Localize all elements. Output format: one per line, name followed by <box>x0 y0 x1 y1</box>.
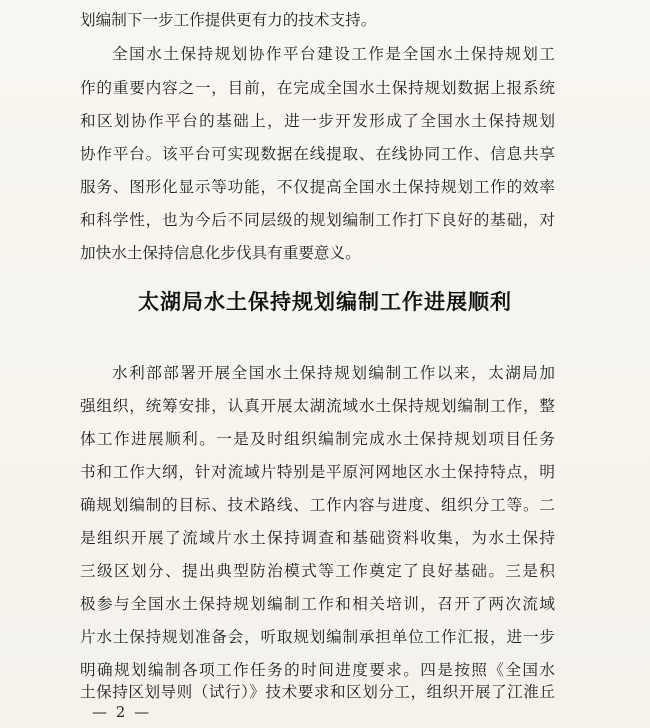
paragraph-3-line-10: 明确规划编制各项工作任务的时间进度要求。四是按照《全国水 <box>80 661 555 679</box>
paragraph-2-line-6: 和科学性，也为今后不同层级的规划编制工作打下良好的基础，对 <box>80 211 555 229</box>
section-title: 太湖局水土保持规划编制工作进展顺利 <box>138 290 512 314</box>
paragraph-3-line-4: 书和工作大纲，针对流域片特别是平原河网地区水土保持特点，明 <box>80 463 555 481</box>
paragraph-2-line-3: 和区划协作平台的基础上，进一步开发形成了全国水土保持规划 <box>80 112 555 130</box>
paragraph-3-line-8: 极参与全国水土保持规划编制工作和相关培训，召开了两次流域 <box>80 595 555 613</box>
paragraph-2-line-7: 加快水土保持信息化步伐具有重要意义。 <box>80 244 361 262</box>
paragraph-2-line-4: 协作平台。该平台可实现数据在线提取、在线协同工作、信息共享 <box>80 145 555 163</box>
paragraph-3-line-2: 强组织，统筹安排，认真开展太湖流域水土保持规划编制工作，整 <box>80 397 555 415</box>
paragraph-3-line-11: 土保持区划导则（试行）》技术要求和区划分工，组织开展了江淮丘 <box>80 683 555 701</box>
paragraph-1-line-1: 划编制下一步工作提供更有力的技术支持。 <box>80 11 377 29</box>
paragraph-3-line-3: 体工作进展顺利。一是及时组织编制完成水土保持规划项目任务 <box>80 430 555 448</box>
paragraph-2-line-1: 全国水土保持规划协作平台建设工作是全国水土保持规划工 <box>112 45 555 63</box>
paragraph-3-line-6: 是组织开展了流域片水土保持调查和基础资料收集，为水土保持 <box>80 529 555 547</box>
paragraph-2-line-5: 服务、图形化显示等功能，不仅提高全国水土保持规划工作的效率 <box>80 178 555 196</box>
paragraph-3-line-9: 片水土保持规划准备会，听取规划编制承担单位工作汇报，进一步 <box>80 628 555 646</box>
paragraph-3-line-7: 三级区划分、提出典型防治模式等工作奠定了良好基础。三是积 <box>80 562 555 580</box>
paragraph-2-line-2: 作的重要内容之一，目前，在完成全国水土保持规划数据上报系统 <box>80 79 555 97</box>
paragraph-3-line-5: 确规划编制的目标、技术路线、工作内容与进度、组织分工等。二 <box>80 496 555 514</box>
paragraph-3-line-1: 水利部部署开展全国水土保持规划编制工作以来，太湖局加 <box>112 364 555 382</box>
page-number: — 2 — <box>92 703 152 721</box>
